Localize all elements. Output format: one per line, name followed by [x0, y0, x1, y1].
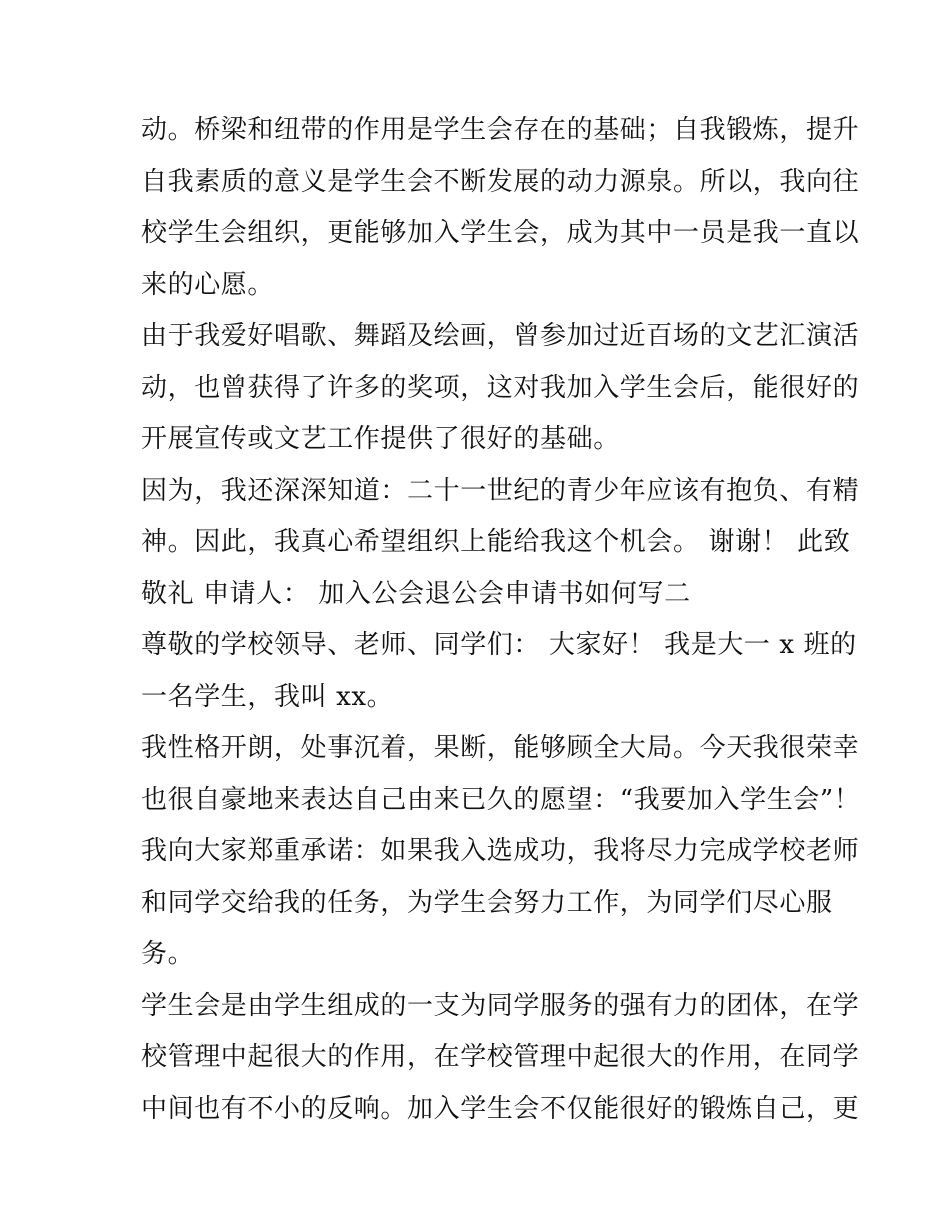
text-line: 开展宣传或文艺工作提供了很好的基础。 — [141, 424, 620, 454]
text-line: 和同学交给我的任务，为学生会努力工作，为同学们尽心服 — [141, 887, 833, 918]
text-line: 中间也有不小的反响。加入学生会不仅能很好的锻炼自己，更 — [141, 1093, 860, 1124]
text-line: 动，也曾获得了许多的奖项，这对我加入学生会后，能很好的 — [141, 372, 860, 403]
text-line: 敬礼 申请人： 加入公会退公会申请书如何写二 — [141, 578, 691, 609]
text-line: 一名学生，我叫 xx。 — [141, 681, 394, 712]
text-line: 动。桥梁和纽带的作用是学生会存在的基础；自我锻炼，提升 — [141, 115, 860, 145]
text-line: 也很自豪地来表达自己由来已久的愿望：“我要加入学生会”！ — [141, 784, 861, 815]
text-line: 由于我爱好唱歌、舞蹈及绘画，曾参加过近百场的文艺汇演活 — [141, 321, 860, 351]
text-line: 自我素质的意义是学生会不断发展的动力源泉。所以，我向往 — [141, 166, 860, 197]
text-line: 校学生会组织，更能够加入学生会，成为其中一员是我一直以 — [141, 218, 860, 248]
text-line: 我向大家郑重承诺：如果我入选成功，我将尽力完成学校老师 — [141, 836, 860, 866]
text-line: 神。因此，我真心希望组织上能给我这个机会。 谢谢！ 此致 — [141, 527, 851, 557]
text-line: 我性格开朗，处事沉着，果断，能够顾全大局。今天我很荣幸 — [141, 733, 860, 763]
text-line: 来的心愿。 — [141, 269, 275, 300]
text-line: 务。 — [141, 939, 195, 969]
text-line: 校管理中起很大的作用，在学校管理中起很大的作用，在同学 — [141, 1042, 860, 1072]
text-line: 因为，我还深深知道：二十一世纪的青少年应该有抱负、有精 — [141, 475, 860, 506]
text-line: 尊敬的学校领导、老师、同学们： 大家好！ 我是大一 x 班的 — [141, 630, 857, 660]
text-line: 学生会是由学生组成的一支为同学服务的强有力的团体，在学 — [141, 990, 860, 1021]
body-text — [141, 105, 861, 1135]
